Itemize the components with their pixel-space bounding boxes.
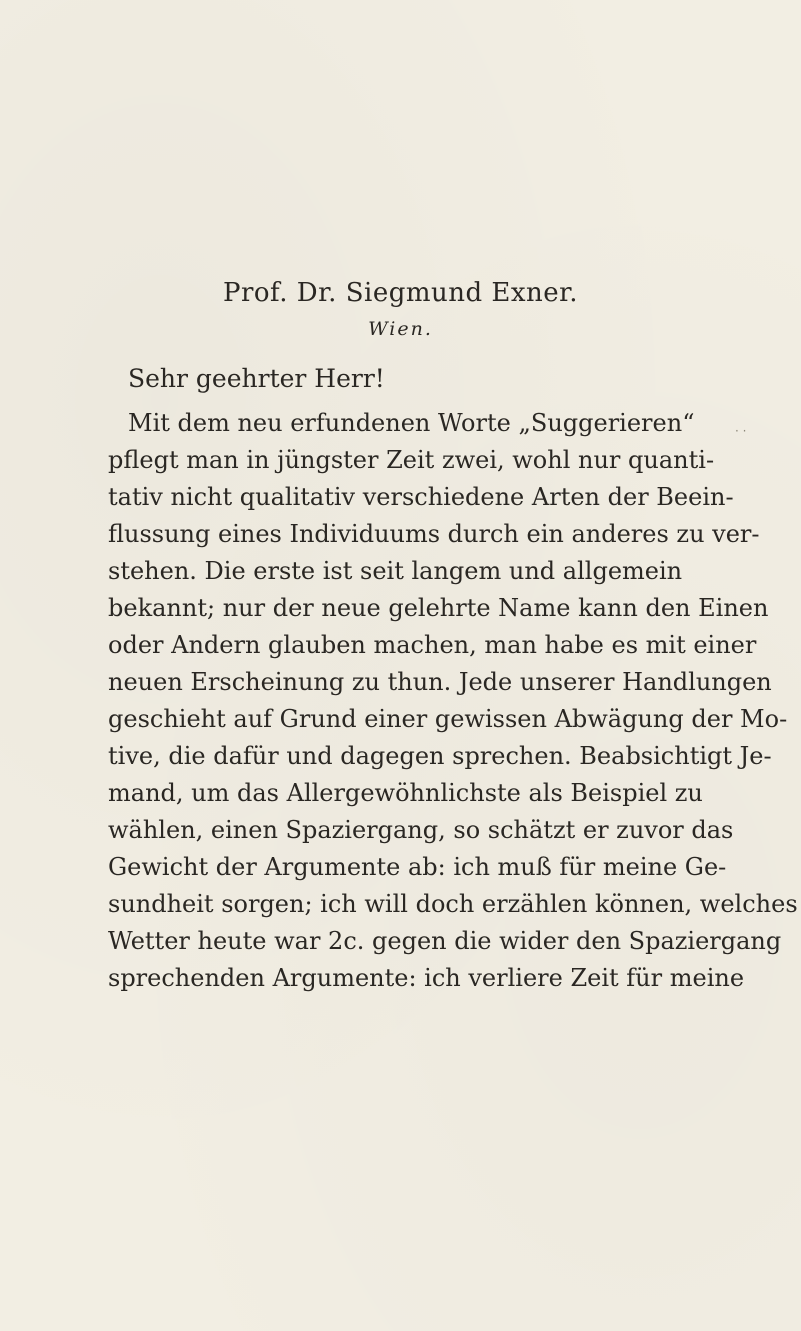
author-heading: Prof. Dr. Siegmund Exner. [222,278,579,308]
text-line: sundheit sorgen; ich will doch erzählen können, welches [108,890,798,918]
text-line: stehen. Die erste ist seit langem und allgemein [108,557,683,585]
text-line: Wetter heute war 2c. gegen die wider den Spaziergang [108,927,782,955]
text-line: flussung eines Individuums durch ein anderes zu ver- [108,520,760,548]
margin-mark: · · [735,424,747,438]
text-line: oder Andern glauben machen, man habe es mit einer [108,631,757,659]
letter-body [108,405,798,997]
text-line: neuen Erscheinung zu thun. Jede unserer Handlungen [108,668,772,696]
text-line: tativ nicht qualitativ verschiedene Arten der Beein- [108,483,734,511]
text-line: Mit dem neu erfundenen Worte „Suggerieren“ [128,409,695,437]
text-line: Gewicht der Argumente ab: ich muß für meine Ge- [108,853,727,881]
text-line: wählen, einen Spaziergang, so schätzt er zuvor das [108,816,734,844]
text-line: pflegt man in jüngster Zeit zwei, wohl nur quanti- [108,446,715,474]
city-subheading: Wien. [368,318,433,340]
text-line: mand, um das Allergewöhnlichste als Beispiel zu [108,779,703,807]
salutation: Sehr geehrter Herr! [128,364,385,393]
text-line: geschieht auf Grund einer gewissen Abwägung der Mo- [108,705,788,733]
text-line: bekannt; nur der neue gelehrte Name kann den Einen [108,594,769,622]
text-line: sprechenden Argumente: ich verliere Zeit für meine [108,964,745,992]
text-line: tive, die dafür und dagegen sprechen. Beabsichtigt Je- [108,742,772,770]
